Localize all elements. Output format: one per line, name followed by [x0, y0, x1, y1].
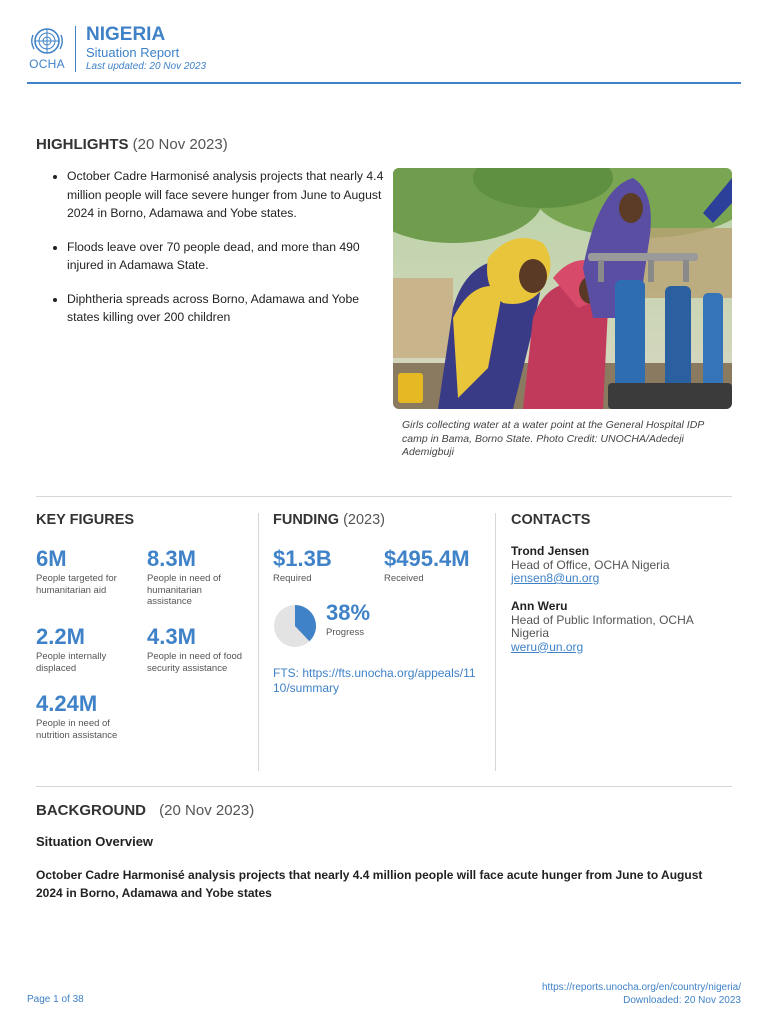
situation-overview-title: Situation Overview	[36, 834, 154, 849]
key-figure-label: People in need of nutrition assistance	[36, 718, 118, 741]
column-divider	[495, 513, 496, 771]
highlights-title	[36, 136, 228, 153]
funding-required	[273, 547, 371, 585]
footer-url-link[interactable]: https://reports.unocha.org/en/country/nigeria/	[541, 982, 741, 993]
key-figures-title	[36, 512, 134, 528]
highlight-item: • Floods leave over 70 people dead, and more than 490 injured in Adamawa State.	[67, 238, 389, 275]
funding-received-label: Received	[384, 573, 424, 584]
funding-required-label: Required	[273, 573, 312, 584]
contacts-heading: CONTACTS	[511, 512, 591, 528]
key-figure-label: People internally displaced	[36, 651, 107, 674]
section-divider	[36, 786, 732, 787]
key-figure-value: 4.3M	[147, 624, 196, 649]
background-lead: October Cadre Harmonisé analysis projects that nearly 4.4 million people will face acute hunger from June to August 2024 in Borno, Adamawa and Yobe states	[36, 868, 703, 900]
fts-link[interactable]: FTS: https://fts.unocha.org/appeals/1110/summary	[273, 666, 476, 695]
key-figure-value: 2.2M	[36, 624, 85, 649]
footer-source	[542, 981, 741, 1007]
page-number: Page 1 of 38	[27, 994, 84, 1005]
country-title: NIGERIA	[86, 24, 166, 45]
highlights-list	[36, 167, 389, 342]
key-figure	[147, 547, 245, 608]
un-emblem-icon	[29, 26, 65, 56]
funding-received	[384, 547, 482, 585]
highlight-item: • Diphtheria spreads across Borno, Adamawa and Yobe states killing over 200 children	[67, 290, 389, 327]
contact-email-link[interactable]: jensen8@un.org	[511, 571, 600, 585]
funding-received-value: $495.4M	[384, 546, 470, 571]
contact-role: Head of Public Information, OCHA Nigeria	[511, 612, 694, 640]
report-subtitle: Situation Report	[86, 45, 180, 60]
footer-downloaded: Downloaded: 20 Nov 2023	[623, 995, 741, 1006]
header-title-block	[86, 24, 206, 73]
ocha-logo-text: OCHA	[29, 57, 65, 71]
key-figure-label: People in need of humanitarian assistance	[147, 573, 221, 607]
funding-heading: FUNDING	[273, 512, 340, 528]
key-figure-label: People targeted for humanitarian aid	[36, 573, 117, 596]
key-figure	[36, 625, 134, 674]
photo-illustration	[393, 168, 732, 409]
background-title	[36, 802, 254, 819]
report-header	[27, 24, 741, 84]
contact-name: Ann Weru	[511, 599, 568, 613]
highlights-heading: HIGHLIGHTS	[36, 136, 129, 153]
funding-progress-label: Progress	[326, 627, 365, 638]
key-figure-value: 8.3M	[147, 546, 196, 571]
funding-year: (2023)	[343, 512, 386, 528]
contact-card	[511, 545, 731, 586]
contact-card	[511, 600, 731, 654]
contact-name: Trond Jensen	[511, 544, 590, 558]
ocha-logo[interactable]	[27, 26, 67, 71]
contact-email-link[interactable]: weru@un.org	[511, 639, 584, 654]
photo-caption: Girls collecting water at a water point at the General Hospital IDP camp in Bama, Borno State. Photo Credit: UNOCHA/Adedeji Ademigbuji	[402, 419, 704, 458]
funding-required-value: $1.3B	[273, 546, 332, 571]
key-figure	[36, 692, 134, 741]
highlights-date: (20 Nov 2023)	[132, 136, 228, 153]
highlight-item: • October Cadre Harmonisé analysis projects that nearly 4.4 million people will face severe hunger from June to August 2024 in Borno, Adamawa and Yobe states.	[67, 167, 389, 223]
key-figure-label: People in need of food security assistance	[147, 651, 243, 674]
column-divider	[258, 513, 259, 771]
key-figures-heading: KEY FIGURES	[36, 512, 135, 528]
key-figure	[147, 625, 245, 674]
background-heading: BACKGROUND	[36, 802, 146, 819]
funding-title	[273, 512, 385, 528]
funding-progress-value: 38%	[326, 600, 371, 625]
funding-progress-pie	[273, 604, 317, 648]
highlight-photo[interactable]	[393, 168, 732, 409]
background-date: (20 Nov 2023)	[159, 802, 255, 819]
header-divider	[75, 26, 76, 72]
contact-role: Head of Office, OCHA Nigeria	[511, 557, 670, 572]
section-divider	[36, 496, 732, 497]
key-figure-value: 6M	[36, 546, 67, 571]
key-figure	[36, 547, 134, 596]
key-figure-value: 4.24M	[36, 691, 98, 716]
contacts-title	[511, 512, 590, 528]
last-updated: Last updated: 20 Nov 2023	[86, 61, 207, 72]
